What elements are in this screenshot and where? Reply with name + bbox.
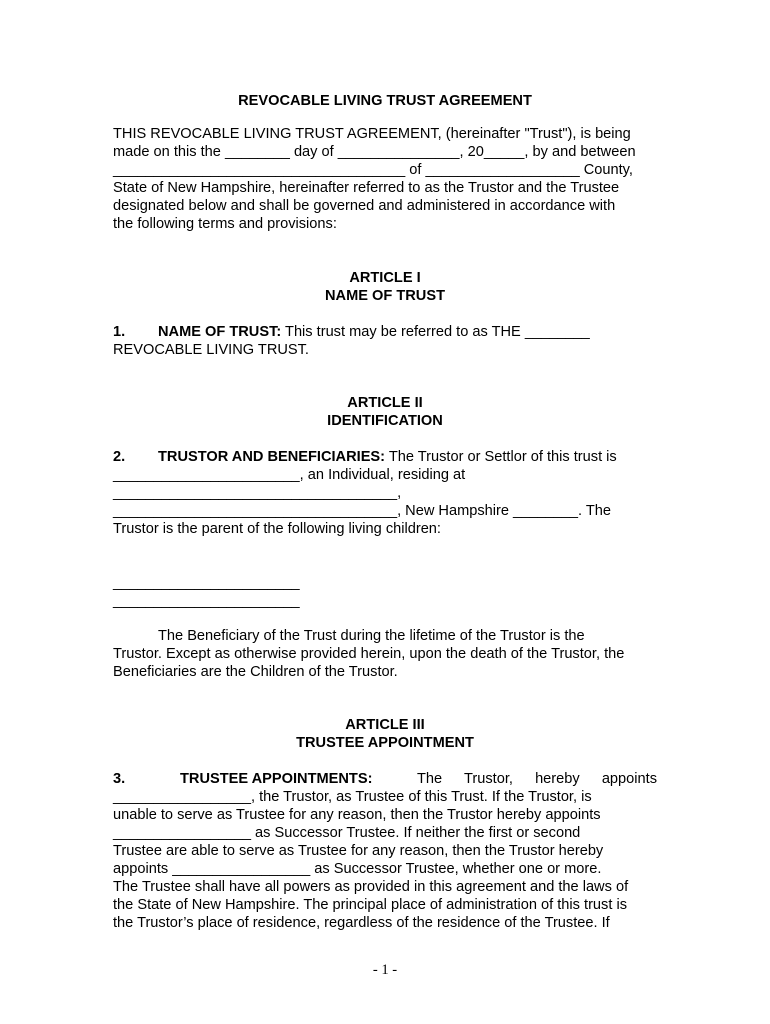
section-2-text: The Trustor or Settlor of this trust is <box>385 449 617 465</box>
article-1-heading: ARTICLE I <box>349 270 421 286</box>
intro-paragraph <box>113 125 657 233</box>
section-1-paragraph <box>113 323 657 359</box>
article-1-subheading: NAME OF TRUST <box>325 288 445 304</box>
section-3-line: Trustee are able to serve as Trustee for any reason, then the Trustor hereby <box>113 843 604 859</box>
beneficiary-line: Trustor. Except as otherwise provided herein, upon the death of the Trustor, the <box>113 646 625 662</box>
section-1-text: This trust may be referred to as THE ________ <box>281 324 590 340</box>
section-3-paragraph <box>113 770 657 932</box>
child-blank-line: _______________________ <box>113 593 300 609</box>
section-3-text: The Trustor, hereby appoints <box>417 771 657 787</box>
section-2-line <box>113 448 657 466</box>
section-2-line: _______________________, an Individual, residing at <box>113 467 466 483</box>
section-1-label: NAME OF TRUST: <box>158 324 282 340</box>
child-blank-line: _______________________ <box>113 575 300 591</box>
section-3-line: _________________ as Successor Trustee. If neither the first or second <box>113 825 581 841</box>
section-3-line: appoints _________________ as Successor Trustee, whether one or more. <box>113 861 602 877</box>
article-2-subheading: IDENTIFICATION <box>327 413 443 429</box>
section-3-line: The Trustee shall have all powers as provided in this agreement and the laws of <box>113 879 629 895</box>
section-1-line <box>113 323 657 341</box>
section-2-label: TRUSTOR AND BENEFICIARIES: <box>158 449 386 465</box>
section-3-line: the State of New Hampshire. The principal place of administration of this trust is <box>113 897 627 913</box>
beneficiary-paragraph <box>113 627 657 681</box>
beneficiary-line: The Beneficiary of the Trust during the lifetime of the Trustor is the <box>158 628 585 644</box>
section-3-line: _________________, the Trustor, as Trustee of this Trust. If the Trustor, is <box>113 789 592 805</box>
children-list <box>113 574 657 610</box>
section-2-line: ___________________________________, New Hampshire ________. The <box>113 503 611 519</box>
article-2-heading: ARTICLE II <box>347 395 423 411</box>
beneficiary-line: Beneficiaries are the Children of the Trustor. <box>113 664 398 680</box>
intro-line: ____________________________________ of ___________________ County, <box>113 162 633 178</box>
intro-line: designated below and shall be governed and administered in accordance with <box>113 198 616 214</box>
document-page <box>113 92 657 932</box>
section-3-label: TRUSTEE APPOINTMENTS: <box>180 771 373 787</box>
section-2-line: Trustor is the parent of the following living children: <box>113 521 441 537</box>
document-title: REVOCABLE LIVING TRUST AGREEMENT <box>238 93 532 109</box>
article-3-heading: ARTICLE III <box>345 717 425 733</box>
intro-line: made on this the ________ day of _______________, 20_____, by and between <box>113 144 636 160</box>
section-3-line <box>113 770 657 788</box>
section-3-line: the Trustor’s place of residence, regardless of the residence of the Trustee. If <box>113 915 610 931</box>
section-3-line: unable to serve as Trustee for any reason, then the Trustor hereby appoints <box>113 807 601 823</box>
intro-line: THIS REVOCABLE LIVING TRUST AGREEMENT, (hereinafter "Trust"), is being <box>113 126 631 142</box>
section-2-line: ___________________________________, <box>113 485 402 501</box>
section-3-number: 3. <box>113 771 126 787</box>
section-2-paragraph <box>113 448 657 538</box>
intro-line: State of New Hampshire, hereinafter referred to as the Trustor and the Trustee <box>113 180 620 196</box>
page-number: - 1 - <box>372 962 398 978</box>
article-3-subheading: TRUSTEE APPOINTMENT <box>296 735 474 751</box>
section-1-number: 1. <box>113 324 126 340</box>
section-1-line: REVOCABLE LIVING TRUST. <box>113 342 309 358</box>
intro-line: the following terms and provisions: <box>113 216 337 232</box>
section-2-number: 2. <box>113 449 126 465</box>
